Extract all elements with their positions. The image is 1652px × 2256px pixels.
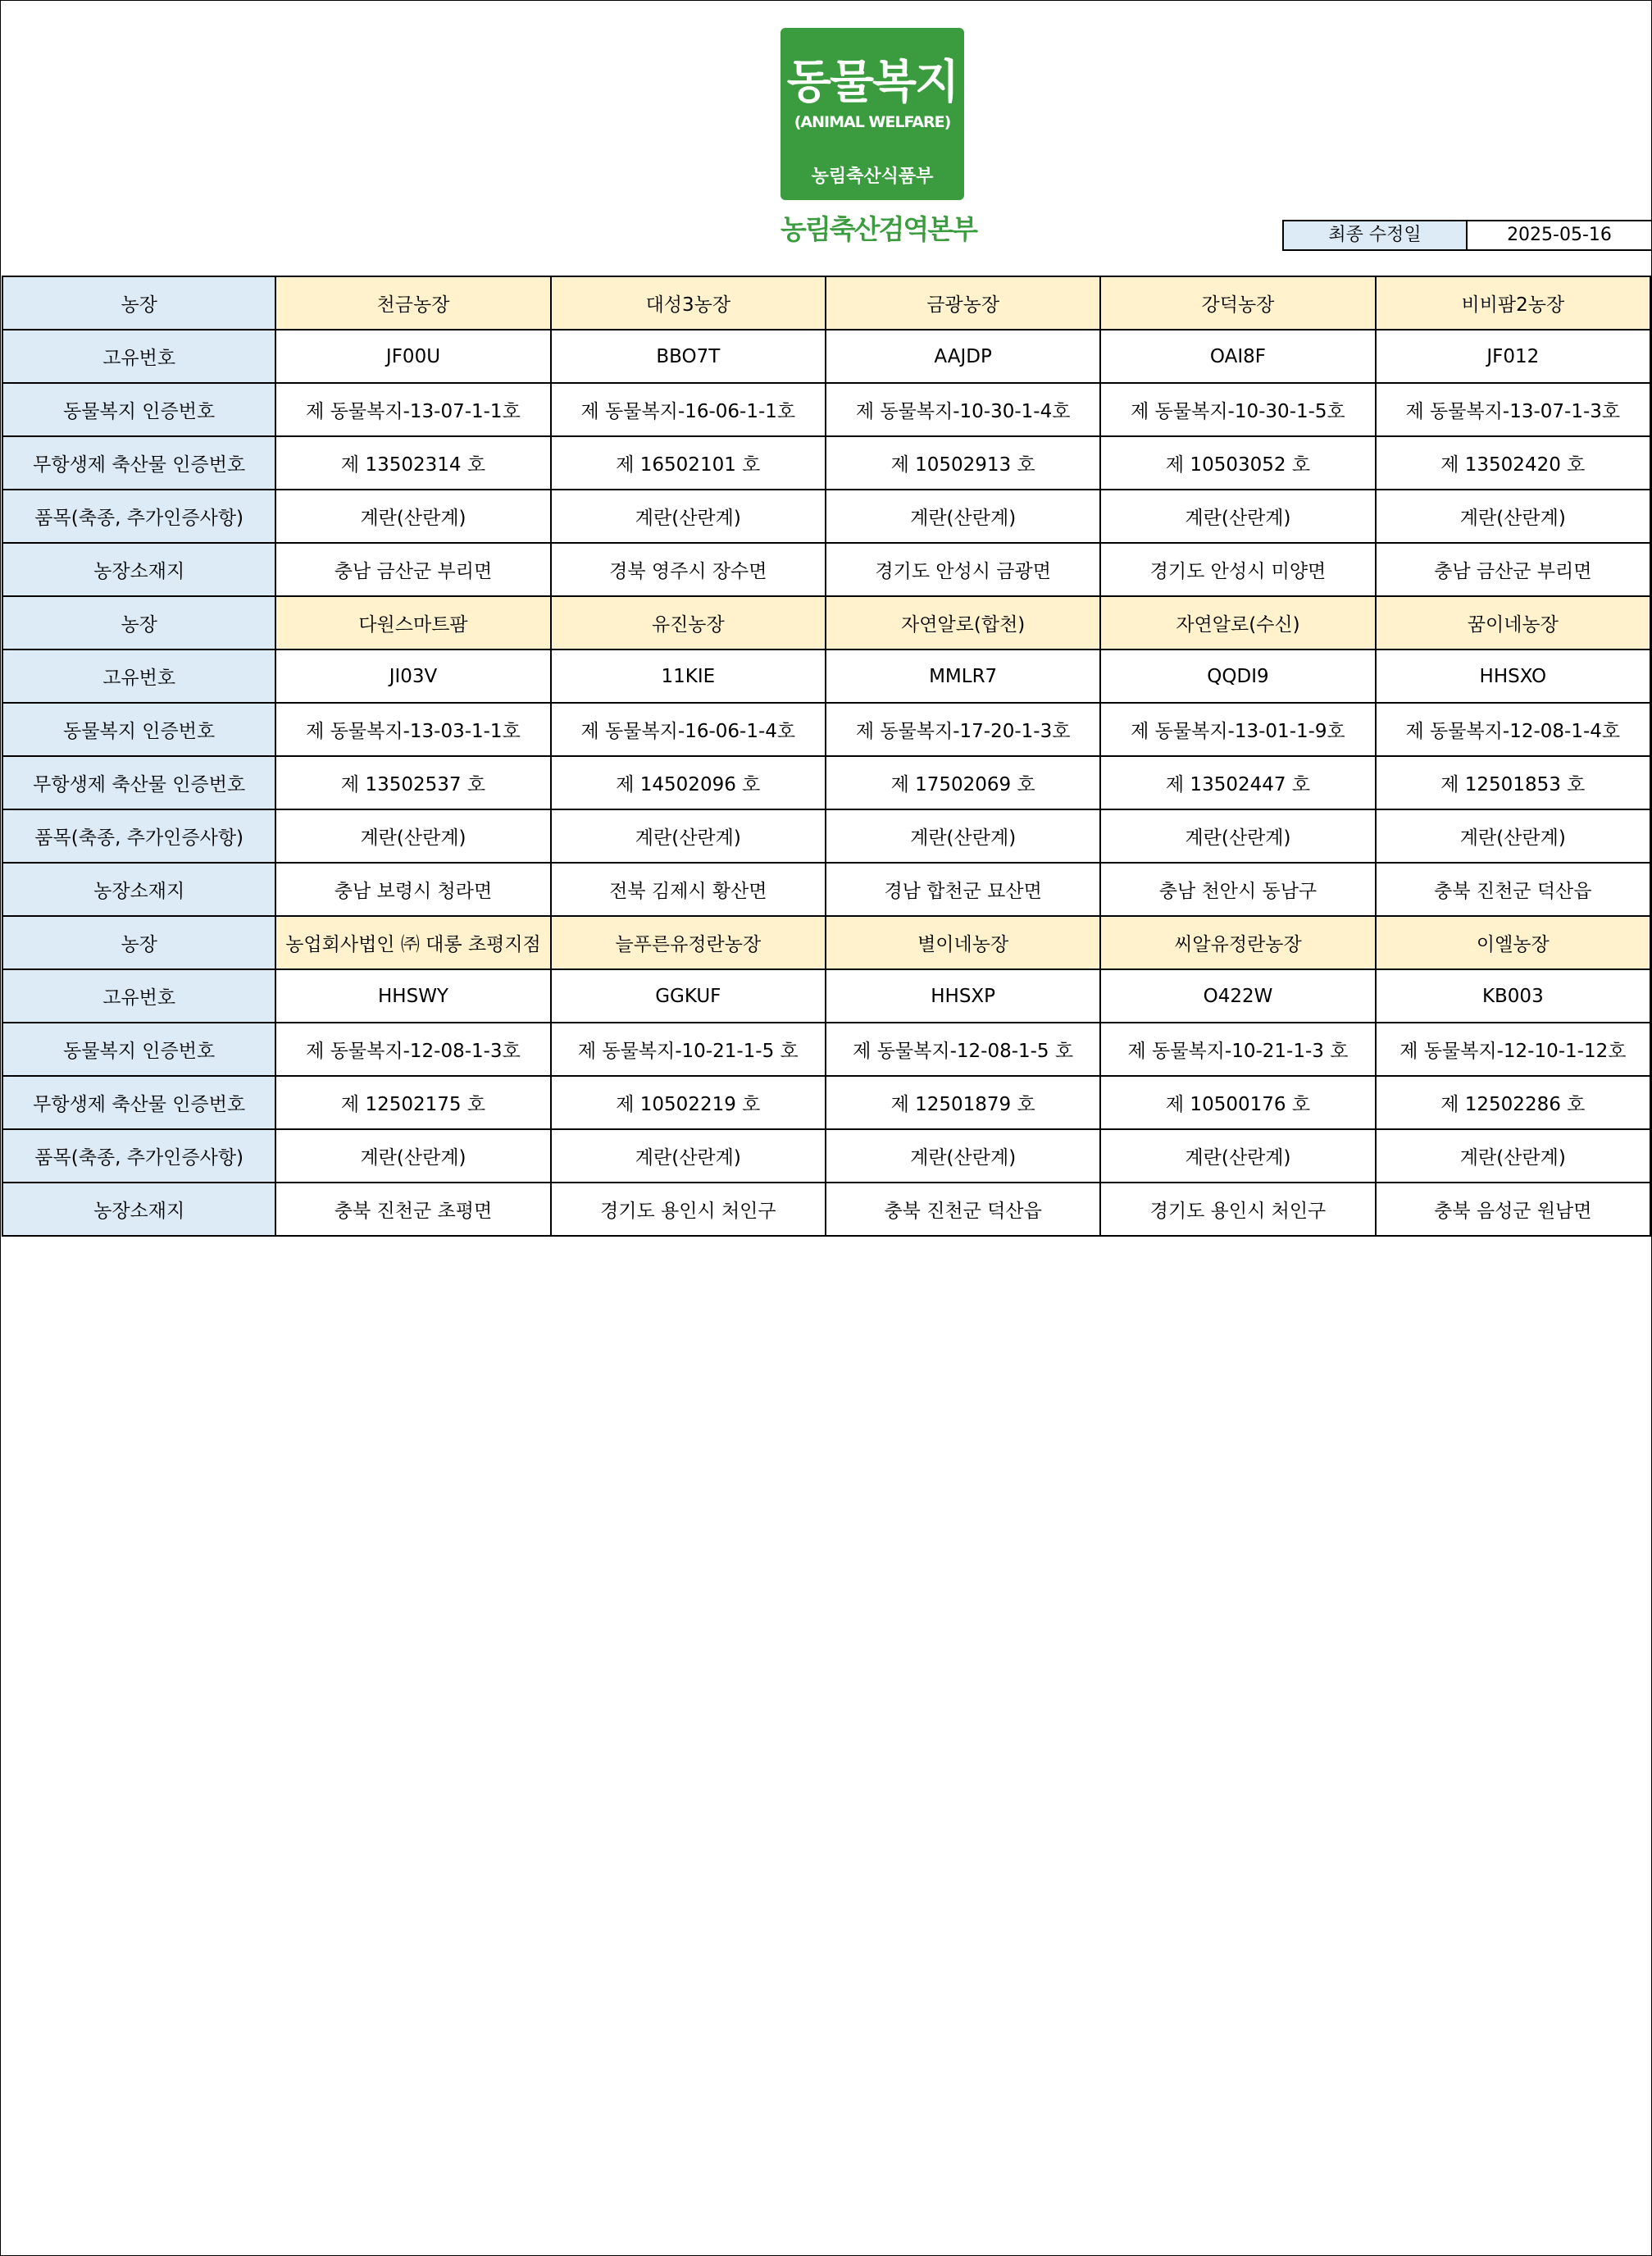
table-cell: HHSWY [275, 969, 550, 1023]
row-label: 품목(축종, 추가인증사항) [2, 490, 275, 543]
table-cell: 제 동물복지-10-21-1-3 호 [1100, 1023, 1375, 1076]
row-label: 무항생제 축산물 인증번호 [2, 1076, 275, 1129]
table-cell: GGKUF [551, 969, 826, 1023]
logo-agency: 농림축산검역본부 [780, 213, 977, 245]
antibiotic-cert-row [2, 436, 1650, 490]
table-cell: O422W [1100, 969, 1375, 1023]
row-label: 품목(축종, 추가인증사항) [2, 809, 275, 863]
table-cell: 계란(산란계) [1100, 490, 1375, 543]
table-cell: 제 동물복지-12-10-1-12호 [1376, 1023, 1650, 1076]
table-cell: HHSXO [1376, 649, 1650, 703]
table-cell: OAI8F [1100, 330, 1375, 383]
table-cell: 씨알유정란농장 [1100, 916, 1375, 969]
table-cell: 유진농장 [551, 596, 826, 649]
table-cell: 농업회사법인 ㈜ 대롱 초평지점 [275, 916, 550, 969]
revision-date: 2025-05-16 [1507, 225, 1612, 245]
table-cell: 제 13502537 호 [275, 756, 550, 809]
table-cell: 이엘농장 [1376, 916, 1650, 969]
table-cell: 계란(산란계) [1376, 490, 1650, 543]
table-cell: BBO7T [551, 330, 826, 383]
table-cell: HHSXP [826, 969, 1100, 1023]
table-cell: 11KIE [551, 649, 826, 703]
table-cell: 제 동물복지-17-20-1-3호 [826, 703, 1100, 756]
table-cell: QQDI9 [1100, 649, 1375, 703]
unique-id-row [2, 649, 1650, 703]
table-cell: 자연알로(합천) [826, 596, 1100, 649]
table-cell: 제 동물복지-13-07-1-1호 [275, 383, 550, 436]
table-cell: 계란(산란계) [551, 490, 826, 543]
row-label: 농장소재지 [2, 543, 275, 596]
row-label: 동물복지 인증번호 [2, 703, 275, 756]
table-cell: 제 10502219 호 [551, 1076, 826, 1129]
row-label: 고유번호 [2, 649, 275, 703]
table-cell: 계란(산란계) [826, 809, 1100, 863]
row-label: 고유번호 [2, 969, 275, 1023]
location-row [2, 863, 1650, 916]
table-cell: JF00U [275, 330, 550, 383]
farm-name-row [2, 916, 1650, 969]
revision-box [1282, 220, 1652, 251]
welfare-cert-row [2, 383, 1650, 436]
table-cell: 계란(산란계) [275, 490, 550, 543]
animal-welfare-logo [780, 28, 977, 245]
table-cell: 계란(산란계) [275, 809, 550, 863]
table-cell: 제 13502420 호 [1376, 436, 1650, 490]
welfare-cert-row [2, 1023, 1650, 1076]
table-cell: 경기도 안성시 미양면 [1100, 543, 1375, 596]
table-cell: 제 13502447 호 [1100, 756, 1375, 809]
row-label: 품목(축종, 추가인증사항) [2, 1129, 275, 1183]
table-cell: 제 12502175 호 [275, 1076, 550, 1129]
farm-name-row [2, 596, 1650, 649]
row-label: 무항생제 축산물 인증번호 [2, 756, 275, 809]
table-cell: 다원스마트팜 [275, 596, 550, 649]
table-cell: 계란(산란계) [826, 490, 1100, 543]
logo-subtitle: (ANIMAL WELFARE) [794, 113, 951, 131]
table-cell: JF012 [1376, 330, 1650, 383]
table-cell: 계란(산란계) [1100, 809, 1375, 863]
table-cell: 제 17502069 호 [826, 756, 1100, 809]
table-cell: 제 동물복지-10-30-1-5호 [1100, 383, 1375, 436]
table-cell: 계란(산란계) [1376, 1129, 1650, 1183]
table-cell: 제 10502913 호 [826, 436, 1100, 490]
table-cell: 경남 합천군 묘산면 [826, 863, 1100, 916]
table-cell: 자연알로(수신) [1100, 596, 1375, 649]
table-cell: 충북 진천군 덕산읍 [1376, 863, 1650, 916]
table-cell: 금광농장 [826, 276, 1100, 330]
table-cell: 경기도 용인시 처인구 [1100, 1183, 1375, 1236]
table-cell: 제 12502286 호 [1376, 1076, 1650, 1129]
table-cell: 계란(산란계) [1100, 1129, 1375, 1183]
revision-label: 최종 수정일 [1284, 221, 1468, 249]
table-cell: 경기도 용인시 처인구 [551, 1183, 826, 1236]
table-cell: 별이네농장 [826, 916, 1100, 969]
farm-table-body [2, 276, 1650, 1236]
table-cell: 제 동물복지-12-08-1-5 호 [826, 1023, 1100, 1076]
table-cell: 충남 금산군 부리면 [275, 543, 550, 596]
table-cell: 경기도 안성시 금광면 [826, 543, 1100, 596]
table-cell: 늘푸른유정란농장 [551, 916, 826, 969]
table-cell: 충북 음성군 원남면 [1376, 1183, 1650, 1236]
table-cell: 충남 보령시 청라면 [275, 863, 550, 916]
row-label: 농장 [2, 916, 275, 969]
table-cell: 제 동물복지-13-07-1-3호 [1376, 383, 1650, 436]
table-cell: 제 동물복지-12-08-1-3호 [275, 1023, 550, 1076]
farm-table [2, 276, 1651, 1237]
table-cell: AAJDP [826, 330, 1100, 383]
table-cell: 경북 영주시 장수면 [551, 543, 826, 596]
table-cell: 강덕농장 [1100, 276, 1375, 330]
table-cell: 제 동물복지-13-03-1-1호 [275, 703, 550, 756]
table-cell: 제 동물복지-12-08-1-4호 [1376, 703, 1650, 756]
table-cell: KB003 [1376, 969, 1650, 1023]
row-label: 동물복지 인증번호 [2, 383, 275, 436]
table-cell: 제 동물복지-16-06-1-4호 [551, 703, 826, 756]
antibiotic-cert-row [2, 756, 1650, 809]
row-label: 농장소재지 [2, 863, 275, 916]
table-cell: MMLR7 [826, 649, 1100, 703]
logo-ministry: 농림축산식품부 [811, 166, 934, 187]
product-row [2, 809, 1650, 863]
logo-title: 동물복지 [786, 56, 958, 109]
table-cell: 제 동물복지-16-06-1-1호 [551, 383, 826, 436]
table-cell: 대성3농장 [551, 276, 826, 330]
table-cell: 계란(산란계) [551, 1129, 826, 1183]
farm-name-row [2, 276, 1650, 330]
table-cell: 충남 금산군 부리면 [1376, 543, 1650, 596]
table-cell: 제 10503052 호 [1100, 436, 1375, 490]
location-row [2, 543, 1650, 596]
table-cell: 제 13502314 호 [275, 436, 550, 490]
row-label: 농장소재지 [2, 1183, 275, 1236]
table-cell: 제 14502096 호 [551, 756, 826, 809]
table-cell: 제 10500176 호 [1100, 1076, 1375, 1129]
table-cell: 계란(산란계) [275, 1129, 550, 1183]
table-cell: 제 동물복지-10-21-1-5 호 [551, 1023, 826, 1076]
unique-id-row [2, 330, 1650, 383]
table-cell: 충북 진천군 덕산읍 [826, 1183, 1100, 1236]
logo-emblem [780, 28, 964, 200]
location-row [2, 1183, 1650, 1236]
table-cell: 제 12501879 호 [826, 1076, 1100, 1129]
antibiotic-cert-row [2, 1076, 1650, 1129]
table-cell: 제 16502101 호 [551, 436, 826, 490]
table-cell: 비비팜2농장 [1376, 276, 1650, 330]
table-cell: 제 동물복지-10-30-1-4호 [826, 383, 1100, 436]
table-cell: 계란(산란계) [826, 1129, 1100, 1183]
unique-id-row [2, 969, 1650, 1023]
product-row [2, 490, 1650, 543]
table-cell: 계란(산란계) [1376, 809, 1650, 863]
row-label: 농장 [2, 276, 275, 330]
row-label: 고유번호 [2, 330, 275, 383]
row-label: 무항생제 축산물 인증번호 [2, 436, 275, 490]
table-cell: JI03V [275, 649, 550, 703]
row-label: 동물복지 인증번호 [2, 1023, 275, 1076]
table-cell: 전북 김제시 황산면 [551, 863, 826, 916]
table-cell: 충북 진천군 초평면 [275, 1183, 550, 1236]
table-cell: 계란(산란계) [551, 809, 826, 863]
table-cell: 충남 천안시 동남구 [1100, 863, 1375, 916]
welfare-cert-row [2, 703, 1650, 756]
table-cell: 천금농장 [275, 276, 550, 330]
table-cell: 꿈이네농장 [1376, 596, 1650, 649]
table-cell: 제 동물복지-13-01-1-9호 [1100, 703, 1375, 756]
product-row [2, 1129, 1650, 1183]
table-cell: 제 12501853 호 [1376, 756, 1650, 809]
row-label: 농장 [2, 596, 275, 649]
